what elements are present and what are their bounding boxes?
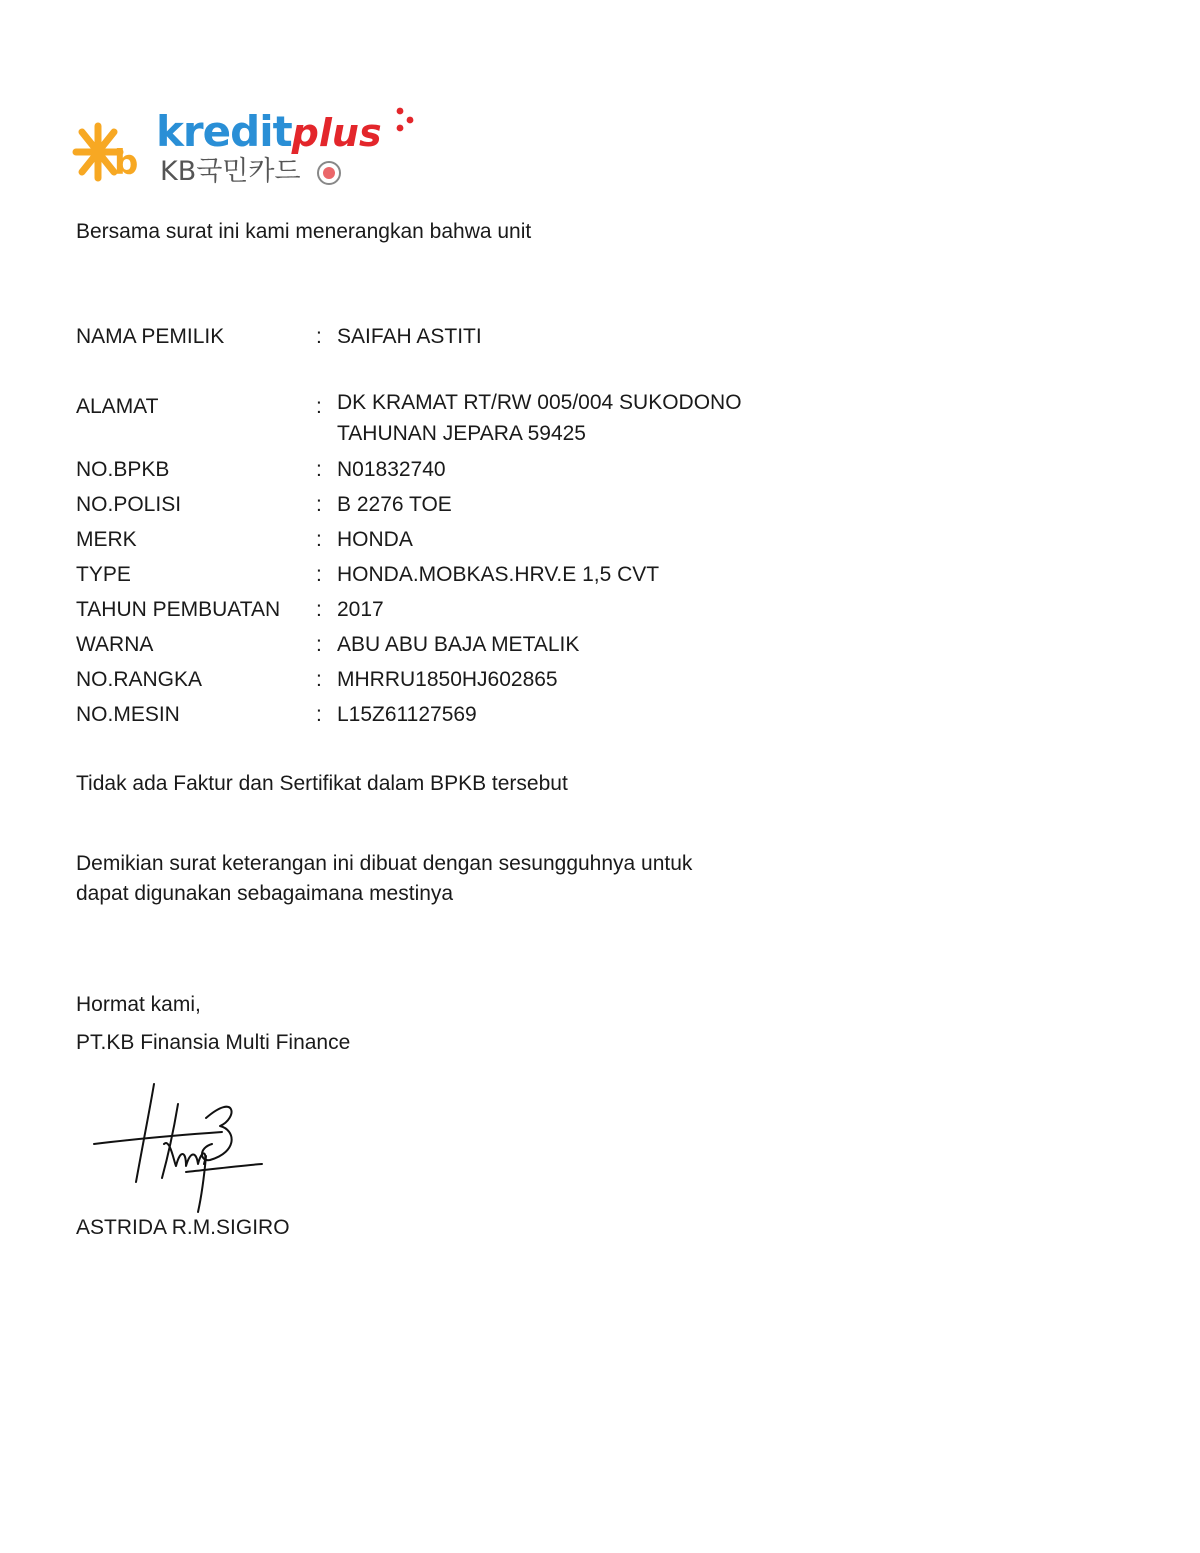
field-value: SAIFAH ASTITI [337,325,482,348]
field-value: 2017 [337,598,384,621]
field-value: B 2276 TOE [337,493,452,516]
field-colon: : [316,395,322,418]
field-value: N01832740 [337,458,446,481]
field-colon: : [316,633,322,656]
note-text: Tidak ada Faktur dan Sertifikat dalam BPKB tersebut [76,772,568,795]
logo-dots-icon [392,106,416,136]
kreditplus-logo [70,106,420,196]
logo-brand-main: kredit [156,107,292,156]
closing-line-1: Demikian surat keterangan ini dibuat dengan sesungguhnya untuk [76,852,693,875]
signer-name: ASTRIDA R.M.SIGIRO [76,1216,290,1239]
closing-text [76,849,692,909]
field-label: ALAMAT [76,395,159,418]
field-colon: : [316,668,322,691]
intro-text: Bersama surat ini kami menerangkan bahwa unit [76,220,532,243]
field-label: NO.BPKB [76,458,170,481]
field-colon: : [316,598,322,621]
field-label: NAMA PEMILIK [76,325,225,348]
logo-brand-plus: plus [291,111,382,155]
svg-text:b: b [114,143,139,183]
greeting-text: Hormat kami, [76,993,201,1016]
kb-seal-icon [316,160,342,186]
field-label: NO.MESIN [76,703,180,726]
field-label: TAHUN PEMBUATAN [76,598,281,621]
logo-wordmark [156,108,382,157]
field-colon: : [316,458,322,481]
field-value [337,387,742,449]
closing-line-2: dapat digunakan sebagaimana mestinya [76,882,454,905]
field-label: MERK [76,528,137,551]
field-colon: : [316,325,322,348]
field-colon: : [316,703,322,726]
kb-star-icon [70,120,160,186]
field-label: WARNA [76,633,154,656]
field-label: TYPE [76,563,131,586]
company-name: PT.KB Finansia Multi Finance [76,1031,351,1054]
logo-subtitle: KB국민카드 [160,156,301,187]
field-value: HONDA [337,528,413,551]
field-label: NO.POLISI [76,493,182,516]
field-value: HONDA.MOBKAS.HRV.E 1,5 CVT [337,563,660,586]
handwritten-signature [86,1078,276,1218]
address-line-1: DK KRAMAT RT/RW 005/004 SUKODONO [337,391,742,414]
field-colon: : [316,563,322,586]
address-line-2: TAHUNAN JEPARA 59425 [337,422,586,445]
field-colon: : [316,493,322,516]
field-value: MHRRU1850HJ602865 [337,668,558,691]
field-value: ABU ABU BAJA METALIK [337,633,580,656]
field-colon: : [316,528,322,551]
field-value: L15Z61127569 [337,703,477,726]
field-label: NO.RANGKA [76,668,203,691]
